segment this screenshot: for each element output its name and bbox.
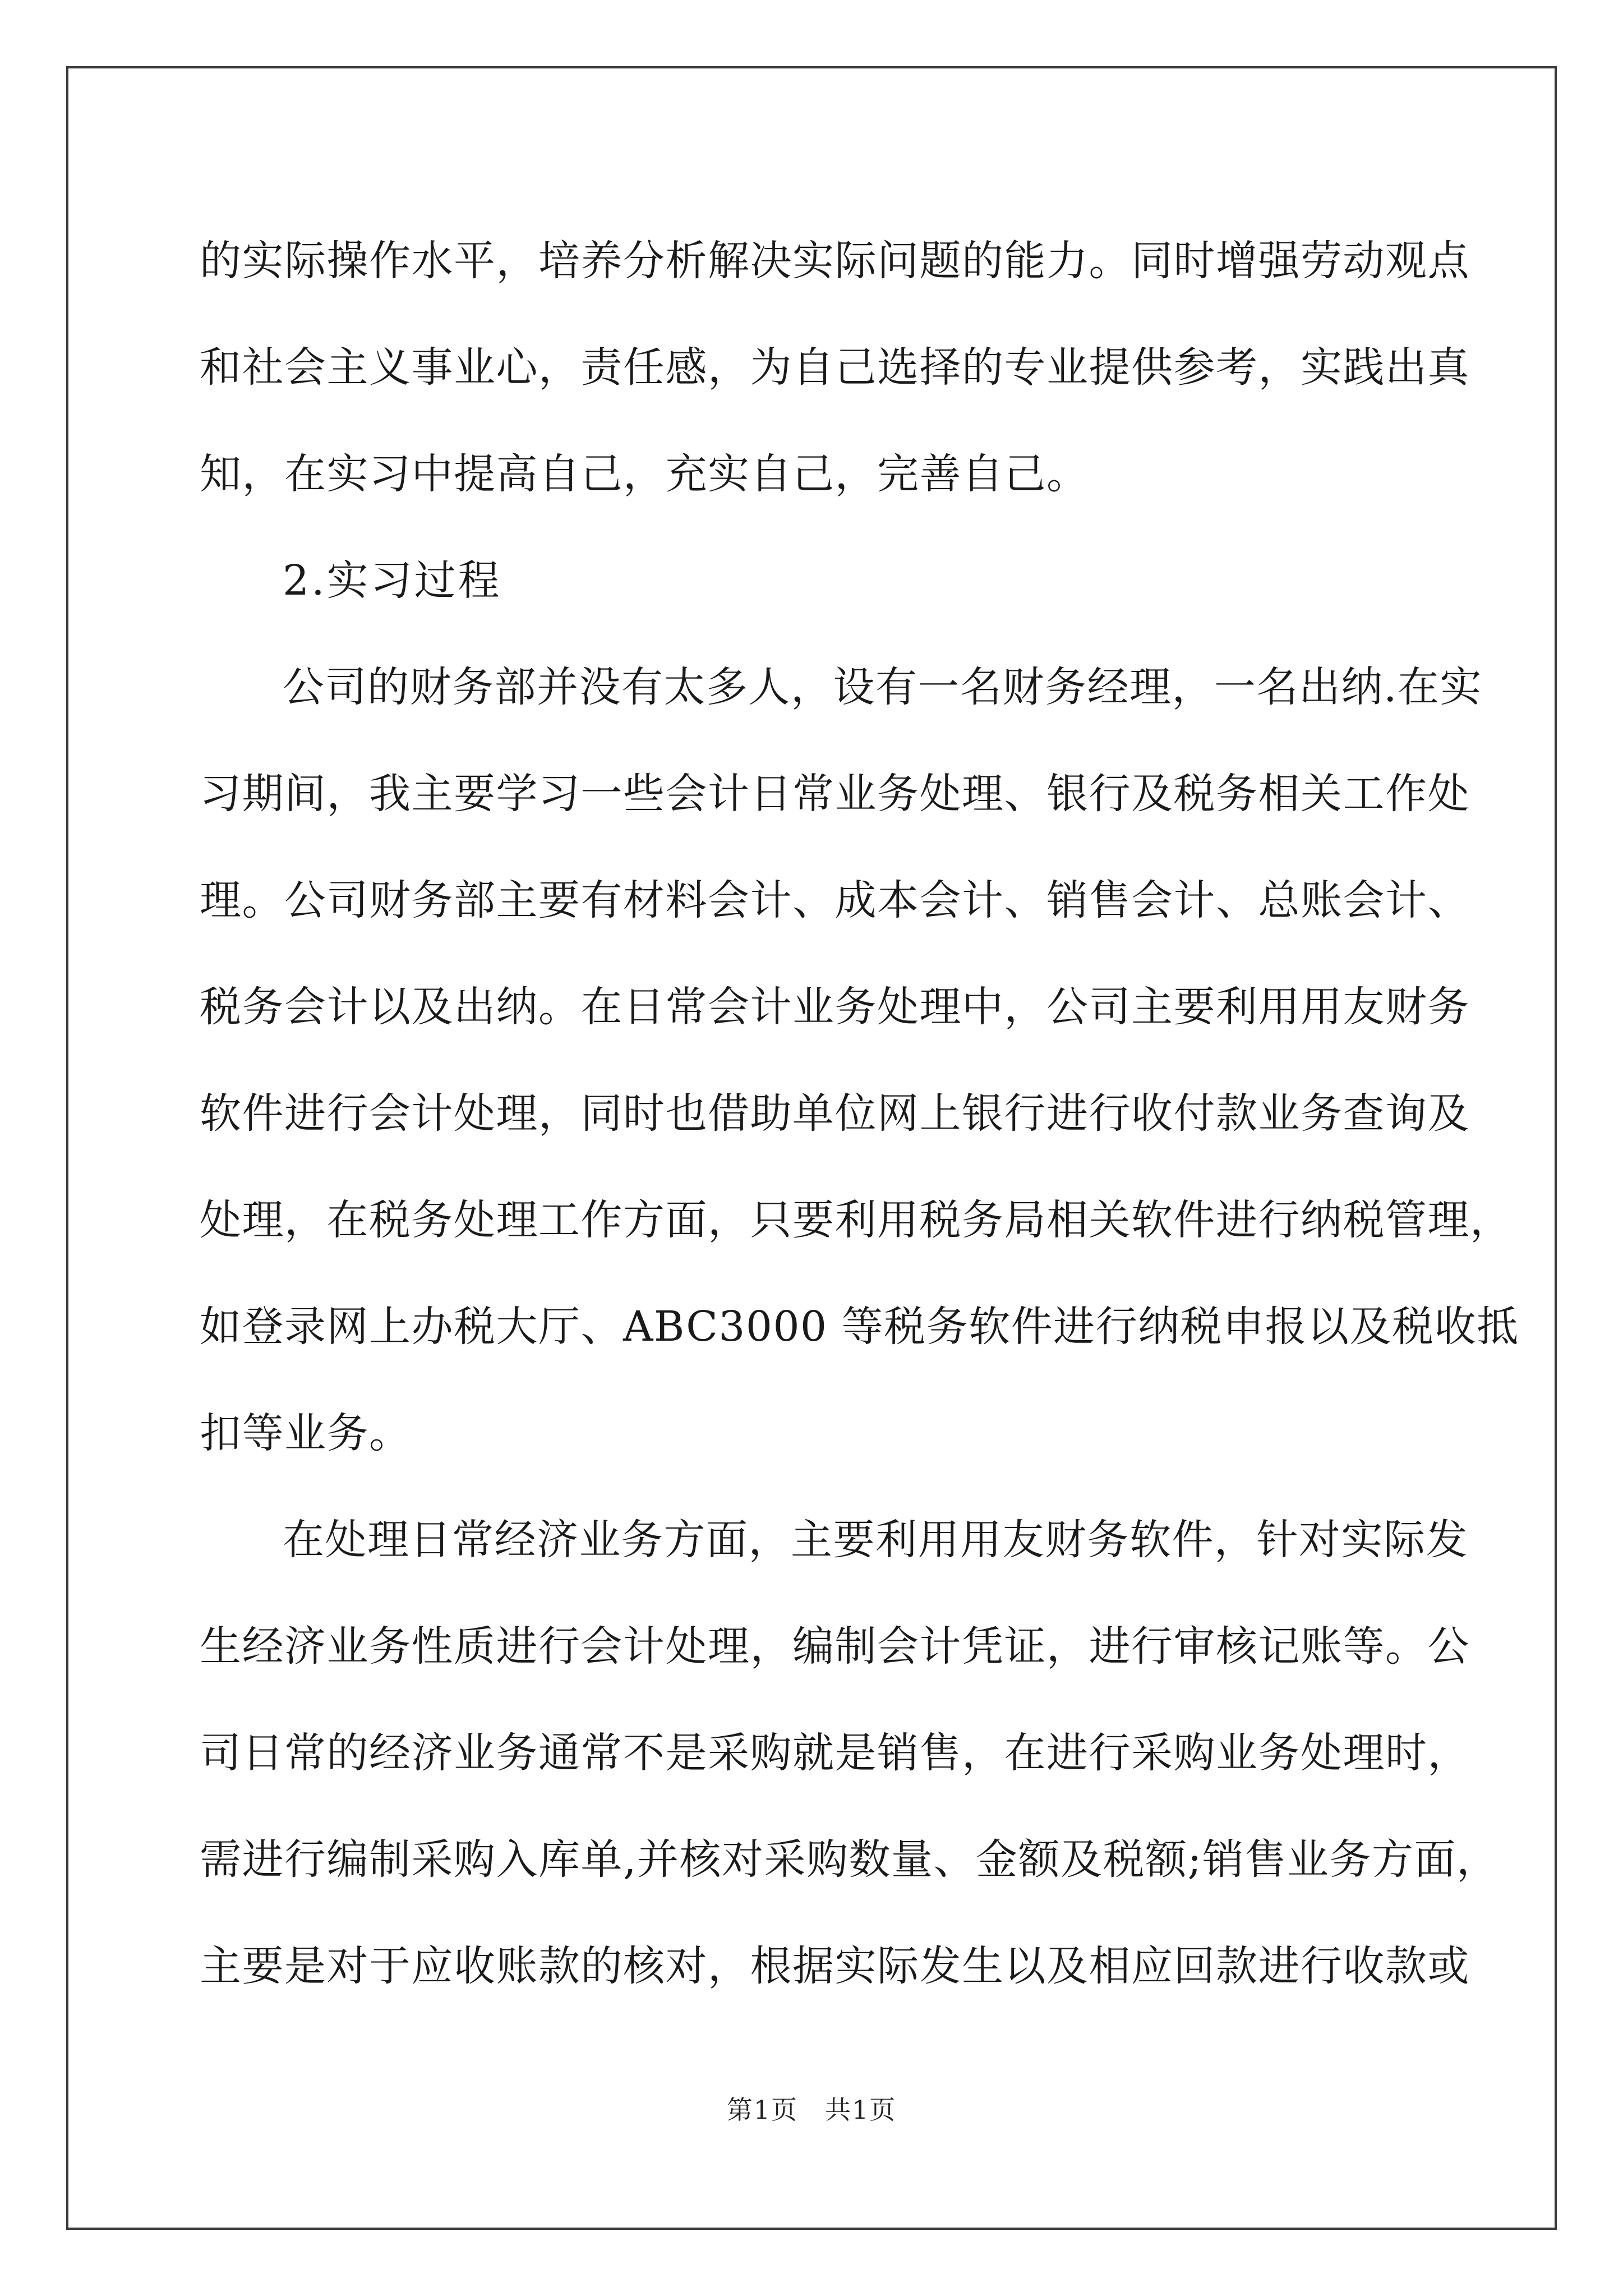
text-line: 知，在实习中提高自己，充实自己，完善自己。 <box>200 450 1089 498</box>
text-line: 税务会计以及出纳。在日常会计业务处理中，公司主要利用用友财务 <box>200 983 1470 1031</box>
page-number: 第1页 共1页 <box>726 2095 897 2125</box>
text-line: 理。公司财务部主要有材料会计、成本会计、销售会计、总账会计、 <box>200 876 1470 924</box>
text-line: 在处理日常经济业务方面，主要利用用友财务软件，针对实际发 <box>283 1516 1468 1564</box>
text-line: 需进行编制采购入库单,并核对采购数量、金额及税额;销售业务方面， <box>200 1835 1499 1884</box>
document-body <box>200 208 1519 2019</box>
text-line: 的实际操作水平，培养分析解决实际问题的能力。同时增强劳动观点 <box>200 237 1470 285</box>
text-line: 生经济业务性质进行会计处理，编制会计凭证，进行审核记账等。公 <box>200 1622 1470 1671</box>
text-line: 司日常的经济业务通常不是采购就是销售，在进行采购业务处理时， <box>200 1729 1470 1777</box>
text-line: 扣等业务。 <box>200 1409 412 1457</box>
text-line: 习期间，我主要学习一些会计日常业务处理、银行及税务相关工作处 <box>200 770 1470 818</box>
section-heading: 2.实习过程 <box>283 556 502 605</box>
text-line: 和社会主义事业心，责任感，为自己选择的专业提供参考，实践出真 <box>200 343 1470 392</box>
text-line: 处理，在税务处理工作方面，只要利用税务局相关软件进行纳税管理， <box>200 1196 1513 1244</box>
text-line: 软件进行会计处理，同时也借助单位网上银行进行收付款业务查询及 <box>200 1089 1470 1138</box>
text-line: 如登录网上办税大厅、ABC3000 等税务软件进行纳税申报以及税收抵 <box>200 1303 1519 1351</box>
text-line: 公司的财务部并没有太多人，设有一名财务经理，一名出纳.在实 <box>283 663 1483 711</box>
text-line: 主要是对于应收账款的核对，根据实际发生以及相应回款进行收款或 <box>200 1942 1470 1990</box>
